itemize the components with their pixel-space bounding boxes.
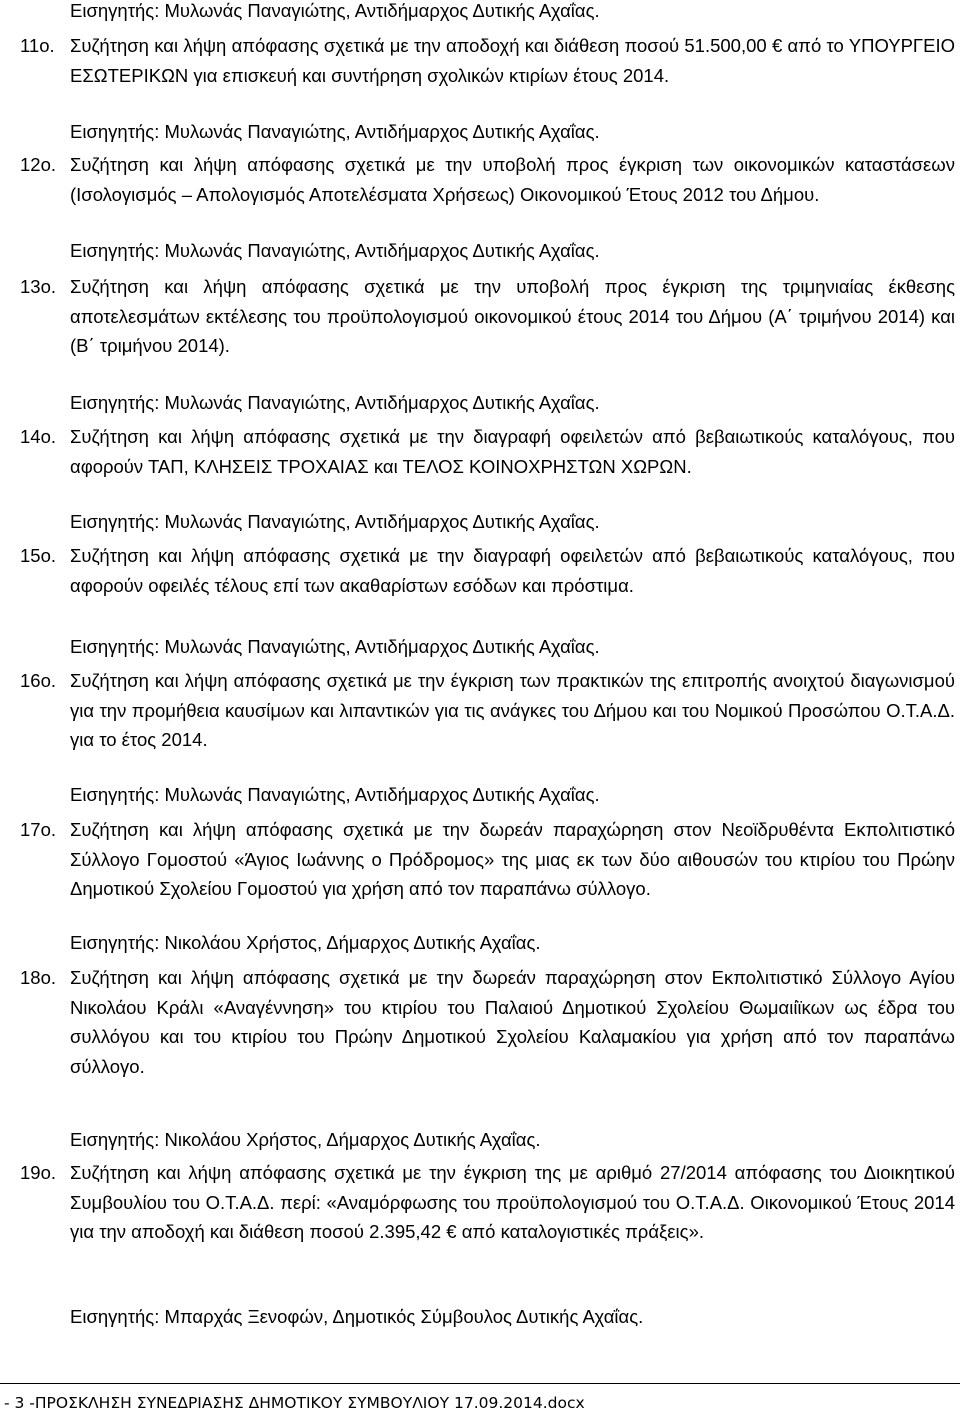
- rapporteur-item-12: Εισηγητής: Μυλωνάς Παναγιώτης, Αντιδήμαρχος Δυτικής Αχαΐας.: [70, 240, 600, 261]
- rapporteur-item-13: Εισηγητής: Μυλωνάς Παναγιώτης, Αντιδήμαρχος Δυτικής Αχαΐας.: [70, 392, 600, 413]
- item-number: 16ο.: [20, 670, 57, 691]
- agenda-item-16: [20, 666, 955, 755]
- agenda-item-14: [20, 422, 955, 481]
- agenda-item-18: [20, 963, 955, 1081]
- item-number: 12ο.: [20, 154, 57, 175]
- item-number: 15ο.: [20, 545, 57, 566]
- page-footer: - 3 -ΠΡΟΣΚΛΗΣΗ ΣΥΝΕΔΡΙΑΣΗΣ ΔΗΜΟΤΙΚΟΥ ΣΥΜΒΟΥΛΙΟΥ 17.09.2014.docx: [4, 1394, 585, 1412]
- item-text: Συζήτηση και λήψη απόφασης σχετικά με την αποδοχή και διάθεση ποσού 51.500,00 € από το ΥΠΟΥΡΓΕΙΟ ΕΣΩΤΕΡΙΚΩΝ για επισκευή και συντήρηση σχολικών κτιρίων έτους 2014.: [70, 35, 955, 86]
- item-text: Συζήτηση και λήψη απόφασης σχετικά με την δωρεάν παραχώρηση στον Εκπολιτιστικό Σύλλογο Αγίου Νικολάου Κράλι «Αναγέννηση» του κτιρίου του Παλαιού Δημοτικού Σχολείου Θωμαιίϊκων ως έδρα του συλλόγου και του κτιρίου του Πρώην Δημοτικού Σχολείου Καλαμακίου για χρήση από τον παραπάνω σύλλογο.: [70, 967, 955, 1077]
- rapporteur-item-11: Εισηγητής: Μυλωνάς Παναγιώτης, Αντιδήμαρχος Δυτικής Αχαΐας.: [70, 121, 600, 142]
- item-number: 18ο.: [20, 967, 57, 988]
- item-number: 14ο.: [20, 426, 57, 447]
- item-text: Συζήτηση και λήψη απόφασης σχετικά με την διαγραφή οφειλετών από βεβαιωτικούς καταλόγους, που αφορούν ΤΑΠ, ΚΛΗΣΕΙΣ ΤΡΟΧΑΙΑΣ και ΤΕΛΟΣ ΚΟΙΝΟΧΡΗΣΤΩΝ ΧΩΡΩΝ.: [70, 426, 955, 477]
- item-text: Συζήτηση και λήψη απόφασης σχετικά με την υποβολή προς έγκριση της τριμηνιαίας έκθεσης αποτελεσμάτων εκτέλεσης του προϋπολογισμού οικονομικού έτους 2014 του Δήμου (Α΄ τριμήνου 2014) και (Β΄ τριμήνου 2014).: [70, 276, 955, 356]
- rapporteur-item-17: Εισηγητής: Νικολάου Χρήστος, Δήμαρχος Δυτικής Αχαΐας.: [70, 932, 541, 953]
- agenda-item-11: [20, 31, 955, 90]
- rapporteur-item-10: Εισηγητής: Μυλωνάς Παναγιώτης, Αντιδήμαρχος Δυτικής Αχαΐας.: [70, 0, 600, 21]
- item-text: Συζήτηση και λήψη απόφασης σχετικά με την δωρεάν παραχώρηση στον Νεοϊδρυθέντα Εκπολιτιστικό Σύλλογο Γομοστού «Άγιος Ιωάννης ο Πρόδρομος» της μιας εκ των δύο αιθουσών του κτιρίου του Πρώην Δημοτικού Σχολείου Γομοστού για χρήση από τον παραπάνω σύλλογο.: [70, 819, 955, 899]
- rapporteur-item-15: Εισηγητής: Μυλωνάς Παναγιώτης, Αντιδήμαρχος Δυτικής Αχαΐας.: [70, 636, 600, 657]
- agenda-item-13: [20, 272, 955, 361]
- footer-divider: [0, 1383, 960, 1384]
- item-number: 11ο.: [20, 35, 55, 56]
- rapporteur-item-14: Εισηγητής: Μυλωνάς Παναγιώτης, Αντιδήμαρχος Δυτικής Αχαΐας.: [70, 511, 600, 532]
- item-text: Συζήτηση και λήψη απόφασης σχετικά με την έγκριση των πρακτικών της επιτροπής ανοιχτού διαγωνισμού για την προμήθεια καυσίμων και λιπαντικών για τις ανάγκες του Δήμου και του Νομικού Προσώπου Ο.Τ.Α.Δ. για το έτος 2014.: [70, 670, 955, 750]
- item-number: 17ο.: [20, 819, 57, 840]
- item-number: 19ο.: [20, 1162, 57, 1183]
- rapporteur-item-19: Εισηγητής: Μπαρχάς Ξενοφών, Δημοτικός Σύμβουλος Δυτικής Αχαΐας.: [70, 1306, 644, 1327]
- item-text: Συζήτηση και λήψη απόφασης σχετικά με την υποβολή προς έγκριση των οικονομικών καταστάσεων (Ισολογισμός – Απολογισμός Αποτελέσματα Χρήσεως) Οικονομικού Έτους 2012 του Δήμου.: [70, 154, 955, 205]
- rapporteur-item-16: Εισηγητής: Μυλωνάς Παναγιώτης, Αντιδήμαρχος Δυτικής Αχαΐας.: [70, 784, 600, 805]
- rapporteur-item-18: Εισηγητής: Νικολάου Χρήστος, Δήμαρχος Δυτικής Αχαΐας.: [70, 1129, 541, 1150]
- agenda-item-19: [20, 1158, 955, 1247]
- agenda-item-12: [20, 150, 955, 209]
- item-number: 13ο.: [20, 276, 57, 297]
- item-text: Συζήτηση και λήψη απόφασης σχετικά με την διαγραφή οφειλετών από βεβαιωτικούς καταλόγους, που αφορούν οφειλές τέλους επί των ακαθαρίστων εσόδων και πρόστιμα.: [70, 545, 955, 596]
- item-text: Συζήτηση και λήψη απόφασης σχετικά με την έγκριση της με αριθμό 27/2014 απόφασης του Διοικητικού Συμβουλίου του Ο.Τ.Α.Δ. περί: «Αναμόρφωσης του προϋπολογισμού του Ο.Τ.Α.Δ. Οικονομικού Έτους 2014 για την αποδοχή και διάθεση ποσού 2.395,42 € από καταλογιστικές πράξεις».: [70, 1162, 955, 1242]
- agenda-item-15: [20, 541, 955, 600]
- agenda-item-17: [20, 815, 955, 904]
